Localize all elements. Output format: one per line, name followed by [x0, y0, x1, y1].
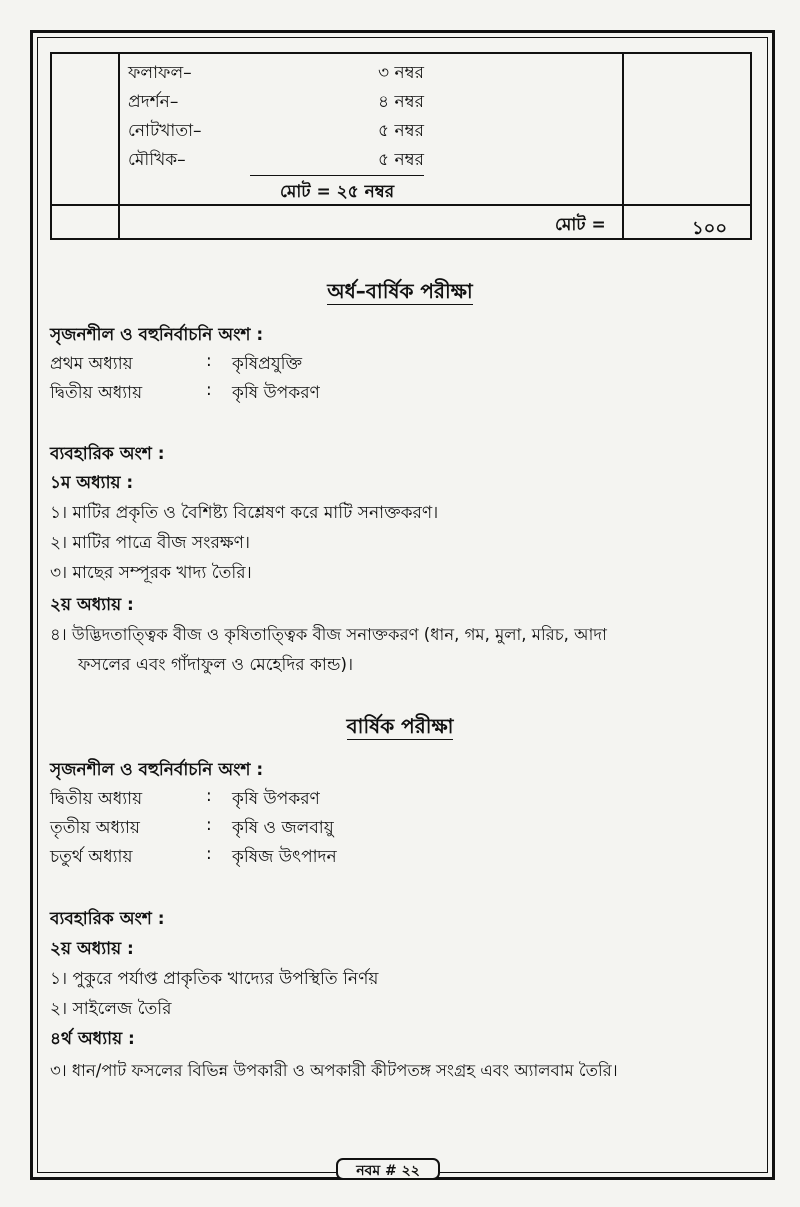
chapter-name: দ্বিতীয় অধ্যায় [50, 383, 143, 403]
chapter-name: তৃতীয় অধ্যায় [50, 818, 140, 838]
practical-item-continued: ফসলের এবং গাঁদাফুল ও মেহেদির কান্ড)। [78, 655, 354, 675]
practical-item: ২। সাইলেজ তৈরি [50, 999, 172, 1019]
marks-value: ৪ নম্বর [378, 92, 424, 112]
separator-colon: : [206, 351, 212, 371]
chapter-topic: কৃষিজ উৎপাদন [232, 847, 337, 867]
separator-colon: : [206, 786, 212, 806]
marks-label: মৌখিক– [128, 150, 186, 170]
marks-value: ৫ নম্বর [378, 121, 424, 141]
marks-table [50, 52, 752, 240]
creative-heading: সৃজনশীল ও বহুনির্বাচনি অংশ : [50, 760, 264, 780]
marks-row [128, 147, 424, 173]
table-divider [622, 54, 624, 238]
chapter-topic: কৃষি ও জলবায়ু [232, 818, 334, 838]
chapter-heading: ৪র্থ অধ্যায় : [50, 1029, 135, 1049]
marks-row [128, 118, 424, 144]
practical-heading: ব্যবহারিক অংশ : [50, 909, 165, 929]
marks-label: প্রদর্শন– [128, 92, 179, 112]
half-yearly-title: অর্ধ–বার্ষিক পরীক্ষা [327, 279, 473, 303]
chapter-name: দ্বিতীয় অধ্যায় [50, 789, 143, 809]
grand-total-value: ১০০ [692, 218, 728, 239]
practical-item: ৪। উদ্ভিদতাত্ত্বিক বীজ ও কৃষিতাত্ত্বিক বীজ সনাক্তকরণ (ধান, গম, মুলা, মরিচ, আদা [50, 625, 607, 644]
marks-subtotal: মোট = ২৫ নম্বর [280, 182, 395, 202]
marks-label: নোটখাতা– [128, 121, 202, 141]
chapter-heading: ২য় অধ্যায় : [50, 939, 134, 959]
chapter-topic: কৃষি উপকরণ [232, 789, 320, 809]
marks-label: ফলাফল– [128, 63, 192, 83]
marks-value: ৩ নম্বর [378, 63, 424, 83]
chapter-name: চতুর্থ অধ্যায় [50, 847, 133, 867]
practical-heading: ব্যবহারিক অংশ : [50, 444, 165, 464]
chapter-topic: কৃষি উপকরণ [232, 383, 320, 403]
separator-colon: : [206, 844, 212, 864]
table-divider [52, 204, 750, 206]
practical-item: ৩। ধান/পাট ফসলের বিভিন্ন উপকারী ও অপকারী কীটপতঙ্গ সংগ্রহ এবং অ্যালবাম তৈরি। [50, 1061, 618, 1080]
practical-item: ৩। মাছের সম্পূরক খাদ্য তৈরি। [50, 563, 252, 583]
chapter-heading: ২য় অধ্যায় : [50, 595, 134, 615]
page-number-badge: নবম # ২২ [336, 1158, 440, 1180]
chapter-topic: কৃষিপ্রযুক্তি [232, 354, 302, 374]
creative-heading: সৃজনশীল ও বহুনির্বাচনি অংশ : [50, 325, 264, 345]
yearly-title: বার্ষিক পরীক্ষা [346, 714, 454, 738]
table-divider [118, 54, 120, 238]
separator-colon: : [206, 380, 212, 400]
chapter-name: প্রথম অধ্যায় [50, 354, 133, 374]
separator-colon: : [206, 815, 212, 835]
chapter-heading: ১ম অধ্যায় : [50, 473, 134, 493]
practical-item: ২। মাটির পাত্রে বীজ সংরক্ষণ। [50, 533, 250, 553]
subtotal-rule [250, 175, 424, 176]
practical-item: ১। পুকুরে পর্যাপ্ত প্রাকৃতিক খাদ্যের উপস্থিতি নির্ণয় [50, 969, 379, 989]
marks-value: ৫ নম্বর [378, 150, 424, 170]
marks-row [128, 60, 424, 86]
grand-total-label: মোট = [555, 215, 606, 235]
marks-row [128, 89, 424, 115]
practical-item: ১। মাটির প্রকৃতি ও বৈশিষ্ট্য বিশ্লেষণ করে মাটি সনাক্তকরণ। [50, 503, 439, 523]
